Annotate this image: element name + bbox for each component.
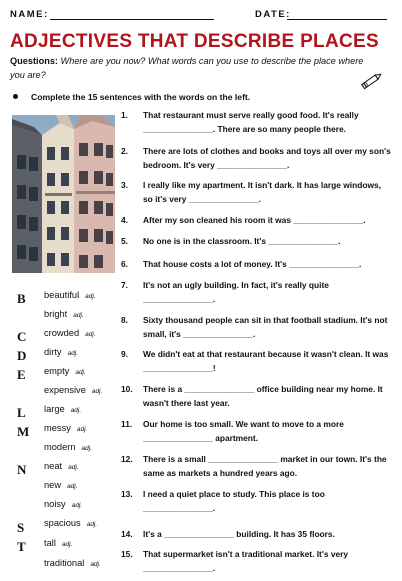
word-text: tall: [44, 538, 56, 548]
letter-c: C: [17, 329, 27, 344]
building-photo: [12, 115, 115, 273]
word-pos: adj.: [73, 312, 84, 319]
sentence-number: 13.: [121, 489, 133, 499]
questions-text: Where are you now? What words can you use to describe the place where you are?: [10, 56, 364, 80]
sentence-text: There are lots of clothes and books and toys all over my son's bedroom. It's very _______________.: [143, 146, 391, 170]
name-label: NAME:: [10, 9, 49, 20]
word-text: empty: [44, 366, 70, 376]
word-text: modern: [44, 442, 76, 452]
word-bank-item: [44, 309, 84, 319]
letter-l: L: [17, 405, 26, 420]
word-bank-item: [44, 366, 86, 376]
word-bank-item: [44, 442, 92, 452]
date-field[interactable]: [287, 19, 387, 20]
sentence-text: Sixty thousand people can sit in that football stadium. It's not small, it's _______________.: [143, 315, 388, 339]
sentence-number: 9.: [121, 349, 128, 359]
word-text: neat: [44, 461, 63, 471]
word-bank-item: [44, 538, 72, 548]
name-field[interactable]: [50, 19, 214, 20]
sentence-text: Our home is too small. We want to move to a more _______________ apartment.: [143, 419, 344, 443]
sentence-number: 3.: [121, 180, 128, 190]
questions-label: Questions:: [10, 56, 58, 66]
word-pos: adj.: [67, 350, 79, 357]
questions-block: [10, 55, 370, 82]
word-bank-item: [44, 499, 82, 509]
sentence-13: [121, 487, 391, 515]
word-pos: adj.: [70, 407, 82, 414]
sentence-2: [121, 144, 391, 172]
word-bank-item: [44, 385, 102, 395]
letter-m: M: [17, 424, 30, 439]
sentence-text: After my son cleaned his room it was _______________.: [143, 215, 366, 225]
letter-e: E: [17, 367, 26, 382]
sentence-number: 1.: [121, 110, 128, 120]
sentence-text: We didn't eat at that restaurant because it wasn't clean. It was _______________!: [143, 349, 389, 373]
sentence-number: 5.: [121, 236, 128, 246]
page-title: ADJECTIVES THAT DESCRIBE PLACES: [10, 31, 379, 52]
sentence-number: 10.: [121, 384, 133, 394]
sentence-number: 14.: [121, 529, 133, 539]
word-bank-item: [44, 404, 81, 414]
sentence-number: 12.: [121, 454, 133, 464]
sentence-15: [121, 547, 391, 575]
sentence-7: [121, 278, 391, 306]
word-text: traditional: [44, 558, 85, 568]
sentence-text: That house costs a lot of money. It's _______________.: [143, 259, 362, 269]
sentence-12: [121, 452, 391, 480]
sentence-5: [121, 234, 391, 248]
word-bank-item: [44, 328, 96, 338]
word-text: beautiful: [44, 290, 80, 300]
sentence-1: [121, 108, 391, 136]
word-bank-item: [44, 461, 79, 471]
sentence-text: I need a quiet place to study. This place is too _______________.: [143, 489, 325, 513]
word-bank-item: [44, 423, 87, 433]
sentence-number: 8.: [121, 315, 128, 325]
word-pos: adj.: [81, 445, 93, 452]
word-text: expensive: [44, 385, 86, 395]
sentence-9: [121, 347, 391, 375]
sentence-number: 2.: [121, 146, 128, 156]
word-pos: adj.: [61, 541, 73, 548]
word-pos: adj.: [90, 561, 101, 568]
instruction: Complete the 15 sentences with the words on the left.: [31, 92, 251, 102]
sentence-number: 15.: [121, 549, 133, 559]
sentence-11: [121, 417, 391, 445]
word-bank-item: [44, 347, 78, 357]
sentence-text: It's a _______________ building. It has 35 floors.: [143, 529, 335, 539]
word-text: spacious: [44, 518, 81, 528]
word-pos: adj.: [85, 331, 96, 338]
sentence-text: I really like my apartment. It isn't dark. It has large windows, so it's very _______________.: [143, 180, 381, 204]
word-pos: adj.: [85, 293, 96, 300]
word-pos: adj.: [67, 483, 78, 490]
letter-n: N: [17, 462, 27, 477]
sentence-6: [121, 257, 391, 271]
pencil-icon: [360, 70, 384, 92]
word-text: large: [44, 404, 65, 414]
word-text: crowded: [44, 328, 80, 338]
sentence-4: [121, 213, 391, 227]
word-pos: adj.: [86, 521, 98, 528]
sentence-10: [121, 382, 391, 410]
word-text: bright: [44, 309, 68, 319]
bullet-icon: [13, 94, 18, 99]
sentence-text: No one is in the classroom. It's _______________.: [143, 236, 341, 246]
word-text: new: [44, 480, 62, 490]
sentence-number: 7.: [121, 280, 128, 290]
date-label: DATE:: [255, 9, 291, 20]
letter-b: B: [17, 291, 26, 306]
word-pos: adj.: [76, 426, 88, 433]
sentence-3: [121, 178, 391, 206]
letter-t: T: [17, 539, 26, 554]
word-text: messy: [44, 423, 71, 433]
sentence-text: That supermarket isn't a traditional market. It's very _______________.: [143, 549, 349, 573]
sentence-number: 4.: [121, 215, 128, 225]
word-bank-item: [44, 290, 96, 300]
letter-s: S: [17, 520, 25, 535]
word-pos: adj.: [75, 369, 86, 376]
sentence-14: [121, 527, 391, 541]
sentence-8: [121, 313, 391, 341]
word-pos: adj.: [68, 464, 79, 471]
sentence-text: There is a _______________ office building near my home. It wasn't there last year.: [143, 384, 383, 408]
sentence-text: There is a small _______________ market in our town. It's the same as markets a hundred years ago.: [143, 454, 387, 478]
sentence-number: 11.: [121, 419, 133, 429]
sentence-number: 6.: [121, 259, 128, 269]
word-bank-item: [44, 558, 101, 568]
sentence-text: It's not an ugly building. In fact, it's really quite _______________.: [143, 280, 329, 304]
letter-d: D: [17, 348, 27, 363]
word-bank-item: [44, 480, 78, 490]
word-text: dirty: [44, 347, 62, 357]
word-pos: adj.: [71, 502, 83, 509]
word-pos: adj.: [91, 388, 103, 395]
word-text: noisy: [44, 499, 66, 509]
sentence-text: That restaurant must serve really good food. It's really _______________. There are so many people there.: [143, 110, 359, 134]
word-bank-item: [44, 518, 97, 528]
